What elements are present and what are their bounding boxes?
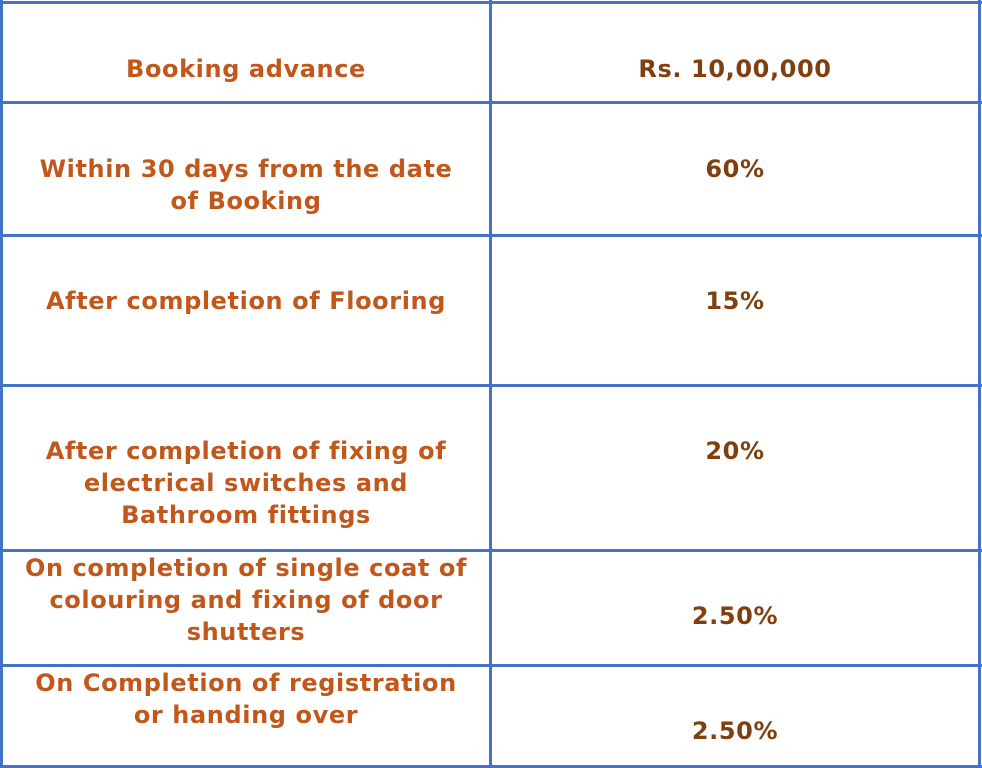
amount-cell bbox=[492, 552, 978, 665]
stage-cell bbox=[3, 552, 489, 665]
amount-cell bbox=[492, 387, 978, 549]
stage-cell bbox=[3, 667, 489, 765]
amount-value: 2.50% bbox=[691, 602, 779, 630]
amount-cell bbox=[492, 667, 978, 765]
stage-label: On Completion of registration or handing over bbox=[35, 669, 457, 729]
amount-value: 15% bbox=[705, 287, 765, 315]
amount-value: 60% bbox=[705, 155, 765, 183]
stage-label: Within 30 days from the date of Booking bbox=[39, 155, 453, 215]
amount-value: 20% bbox=[705, 437, 765, 465]
amount-value: 2.50% bbox=[691, 717, 779, 745]
amount-cell bbox=[492, 3, 978, 103]
stage-cell bbox=[3, 3, 489, 103]
amount-cell bbox=[492, 237, 978, 385]
amount-cell bbox=[492, 105, 978, 235]
column-divider bbox=[978, 0, 981, 768]
stage-cell bbox=[3, 387, 489, 549]
column-divider bbox=[0, 0, 3, 768]
column-divider bbox=[489, 0, 492, 768]
stage-label: After completion of fixing of electrical switches and Bathroom fittings bbox=[45, 437, 447, 529]
stage-label: On completion of single coat of colouring and fixing of door shutters bbox=[24, 554, 468, 646]
stage-cell bbox=[3, 105, 489, 235]
stage-label: After completion of Flooring bbox=[45, 287, 446, 315]
stage-cell bbox=[3, 237, 489, 385]
amount-value: Rs. 10,00,000 bbox=[638, 55, 832, 83]
stage-label: Booking advance bbox=[126, 55, 366, 83]
